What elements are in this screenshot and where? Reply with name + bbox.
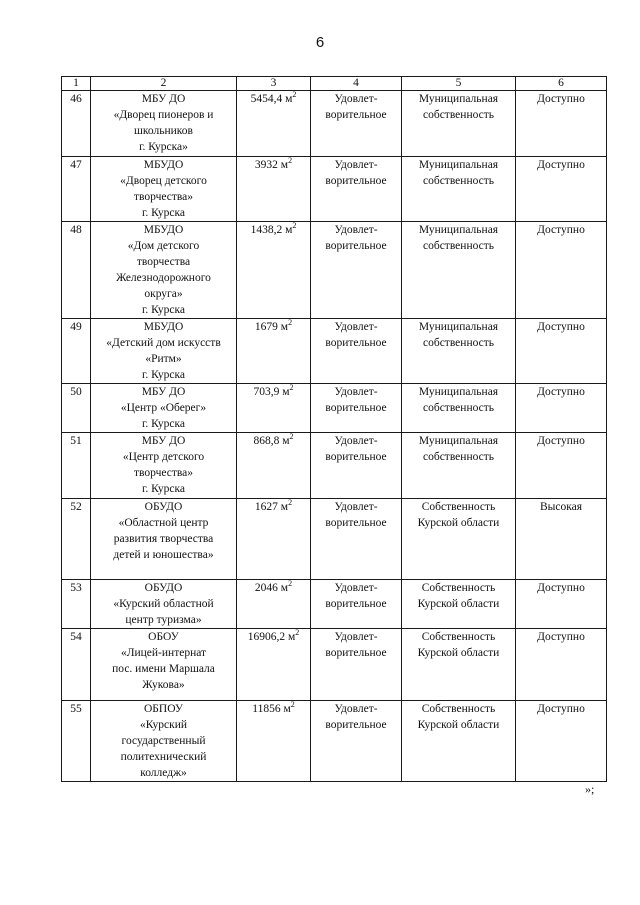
condition-cell bbox=[311, 499, 402, 580]
condition-cell bbox=[311, 580, 402, 629]
ownership-line: Собственность bbox=[421, 703, 496, 715]
square-superscript: 2 bbox=[292, 90, 297, 100]
ownership-line: Собственность bbox=[421, 582, 496, 594]
institution-name-cell bbox=[91, 580, 237, 629]
facilities-table bbox=[61, 76, 607, 782]
accessibility-cell: Высокая bbox=[516, 499, 607, 580]
area-value: 703,9 м bbox=[253, 386, 290, 398]
condition-line: ворительное bbox=[325, 109, 387, 121]
area-cell bbox=[237, 319, 311, 384]
square-superscript: 2 bbox=[288, 318, 293, 328]
condition-line: ворительное bbox=[325, 402, 387, 414]
institution-name-line: МБУ ДО bbox=[141, 386, 186, 398]
table-row bbox=[62, 157, 607, 222]
table-row bbox=[62, 433, 607, 499]
ownership-cell bbox=[402, 384, 516, 433]
condition-line: ворительное bbox=[325, 175, 387, 187]
accessibility-cell: Доступно bbox=[516, 319, 607, 384]
table-row bbox=[62, 91, 607, 157]
ownership-line: Муниципальная bbox=[418, 224, 499, 236]
institution-name-cell bbox=[91, 384, 237, 433]
row-number-cell: 49 bbox=[62, 319, 91, 384]
institution-name-line: ОБУДО bbox=[144, 582, 183, 594]
institution-name-cell bbox=[91, 499, 237, 580]
accessibility-cell: Доступно bbox=[516, 384, 607, 433]
condition-cell bbox=[311, 433, 402, 499]
table-row bbox=[62, 222, 607, 319]
condition-line: Удовлет- bbox=[334, 321, 378, 333]
institution-name-line: г. Курска bbox=[141, 418, 186, 430]
table-row bbox=[62, 384, 607, 433]
institution-name-line: г. Курска bbox=[141, 304, 186, 316]
institution-name-line: «Ритм» bbox=[145, 353, 182, 365]
institution-name-line: «Дом детского bbox=[127, 240, 200, 252]
condition-line: ворительное bbox=[325, 719, 387, 731]
ownership-line: Курской области bbox=[417, 647, 500, 659]
column-header: 2 bbox=[91, 77, 237, 91]
accessibility-cell: Доступно bbox=[516, 222, 607, 319]
ownership-cell bbox=[402, 157, 516, 222]
row-number-cell: 51 bbox=[62, 433, 91, 499]
institution-name-line: политехнический bbox=[120, 751, 207, 763]
table-row bbox=[62, 319, 607, 384]
institution-name-line: «Курский bbox=[139, 719, 188, 731]
square-superscript: 2 bbox=[290, 700, 295, 710]
row-number-cell: 47 bbox=[62, 157, 91, 222]
ownership-cell bbox=[402, 222, 516, 319]
area-value: 11856 м bbox=[252, 703, 291, 715]
institution-name-line: творчества» bbox=[133, 467, 194, 479]
institution-name-line: ОБОУ bbox=[148, 631, 179, 643]
institution-name-line: развития творчества bbox=[113, 533, 214, 545]
column-header: 3 bbox=[237, 77, 311, 91]
institution-name-line: ОБПОУ bbox=[143, 703, 183, 715]
square-superscript: 2 bbox=[292, 221, 297, 231]
institution-name-line: «Дворец детского bbox=[120, 175, 207, 187]
table-row bbox=[62, 580, 607, 629]
institution-name-line: «Центр детского bbox=[122, 451, 205, 463]
condition-line: Удовлет- bbox=[334, 501, 378, 513]
ownership-line: Курской области bbox=[417, 719, 500, 731]
condition-line: ворительное bbox=[325, 240, 387, 252]
ownership-line: собственность bbox=[422, 240, 495, 252]
area-value: 16906,2 м bbox=[247, 631, 296, 643]
ownership-line: Муниципальная bbox=[418, 386, 499, 398]
condition-line: Удовлет- bbox=[334, 224, 378, 236]
area-value: 1627 м bbox=[254, 501, 289, 513]
ownership-line: Курской области bbox=[417, 598, 500, 610]
condition-line: ворительное bbox=[325, 598, 387, 610]
institution-name-cell bbox=[91, 701, 237, 782]
institution-name-cell bbox=[91, 91, 237, 157]
row-number-cell: 54 bbox=[62, 629, 91, 701]
institution-name-line: МБУДО bbox=[143, 224, 184, 236]
square-superscript: 2 bbox=[289, 432, 294, 442]
ownership-line: Муниципальная bbox=[418, 93, 499, 105]
ownership-cell bbox=[402, 701, 516, 782]
institution-name-cell bbox=[91, 629, 237, 701]
condition-cell bbox=[311, 384, 402, 433]
institution-name-line: Жукова» bbox=[142, 679, 185, 691]
accessibility-cell: Доступно bbox=[516, 629, 607, 701]
area-value: 5454,4 м bbox=[250, 93, 293, 105]
institution-name-line: округа» bbox=[144, 288, 183, 300]
row-number-cell: 46 bbox=[62, 91, 91, 157]
condition-cell bbox=[311, 701, 402, 782]
closing-quote-mark: »; bbox=[585, 782, 595, 796]
condition-line: Удовлет- bbox=[334, 703, 378, 715]
condition-line: ворительное bbox=[325, 337, 387, 349]
institution-name-line: МБУДО bbox=[143, 159, 184, 171]
ownership-line: Муниципальная bbox=[418, 159, 499, 171]
table-row bbox=[62, 701, 607, 782]
condition-cell bbox=[311, 629, 402, 701]
institution-name-cell bbox=[91, 319, 237, 384]
area-cell bbox=[237, 629, 311, 701]
area-value: 1438,2 м bbox=[250, 224, 293, 236]
ownership-line: собственность bbox=[422, 451, 495, 463]
institution-name-line: «Центр «Оберег» bbox=[120, 402, 207, 414]
page-number: 6 bbox=[315, 34, 325, 51]
column-header: 5 bbox=[402, 77, 516, 91]
ownership-line: Муниципальная bbox=[418, 321, 499, 333]
condition-line: Удовлет- bbox=[334, 435, 378, 447]
area-value: 1679 м bbox=[254, 321, 289, 333]
institution-name-line: детей и юношества» bbox=[113, 549, 214, 561]
condition-line: ворительное bbox=[325, 517, 387, 529]
institution-name-line: центр туризма» bbox=[125, 614, 202, 626]
ownership-line: собственность bbox=[422, 402, 495, 414]
institution-name-line: г. Курска bbox=[141, 369, 186, 381]
row-number-cell: 55 bbox=[62, 701, 91, 782]
ownership-line: собственность bbox=[422, 175, 495, 187]
table-row bbox=[62, 629, 607, 701]
institution-name-line: г. Курска» bbox=[139, 141, 188, 153]
ownership-line: собственность bbox=[422, 109, 495, 121]
ownership-cell bbox=[402, 580, 516, 629]
accessibility-cell: Доступно bbox=[516, 91, 607, 157]
institution-name-line: г. Курска bbox=[141, 483, 186, 495]
ownership-line: Курской области bbox=[417, 517, 500, 529]
ownership-cell bbox=[402, 499, 516, 580]
institution-name-line: МБУ ДО bbox=[141, 435, 186, 447]
condition-cell bbox=[311, 222, 402, 319]
condition-line: Удовлет- bbox=[334, 93, 378, 105]
area-cell bbox=[237, 580, 311, 629]
ownership-cell bbox=[402, 91, 516, 157]
institution-name-cell bbox=[91, 157, 237, 222]
condition-line: Удовлет- bbox=[334, 159, 378, 171]
square-superscript: 2 bbox=[288, 498, 293, 508]
area-cell bbox=[237, 433, 311, 499]
condition-line: ворительное bbox=[325, 451, 387, 463]
square-superscript: 2 bbox=[288, 579, 293, 589]
square-superscript: 2 bbox=[289, 383, 294, 393]
institution-name-line: творчества» bbox=[133, 191, 194, 203]
institution-name-line: «Дворец пионеров и bbox=[113, 109, 214, 121]
institution-name-line: государственный bbox=[121, 735, 206, 747]
institution-name-line: МБУ ДО bbox=[141, 93, 186, 105]
area-cell bbox=[237, 222, 311, 319]
area-cell bbox=[237, 701, 311, 782]
area-value: 2046 м bbox=[254, 582, 289, 594]
ownership-cell bbox=[402, 433, 516, 499]
row-number-cell: 48 bbox=[62, 222, 91, 319]
institution-name-line: школьников bbox=[134, 125, 193, 137]
institution-name-line: г. Курска bbox=[141, 207, 186, 219]
table-row bbox=[62, 499, 607, 580]
institution-name-line: МБУДО bbox=[143, 321, 184, 333]
condition-cell bbox=[311, 91, 402, 157]
institution-name-line: колледж» bbox=[140, 767, 187, 779]
column-header: 4 bbox=[311, 77, 402, 91]
ownership-cell bbox=[402, 629, 516, 701]
row-number-cell: 52 bbox=[62, 499, 91, 580]
table-header-row bbox=[62, 77, 607, 91]
institution-name-line: Железнодорожного bbox=[116, 272, 211, 284]
ownership-line: собственность bbox=[422, 337, 495, 349]
accessibility-cell: Доступно bbox=[516, 157, 607, 222]
accessibility-cell: Доступно bbox=[516, 433, 607, 499]
institution-name-cell bbox=[91, 433, 237, 499]
accessibility-cell: Доступно bbox=[516, 580, 607, 629]
square-superscript: 2 bbox=[295, 628, 300, 638]
institution-name-line: «Областной центр bbox=[118, 517, 209, 529]
condition-line: Удовлет- bbox=[334, 582, 378, 594]
condition-line: ворительное bbox=[325, 647, 387, 659]
ownership-line: Собственность bbox=[421, 631, 496, 643]
ownership-cell bbox=[402, 319, 516, 384]
area-value: 868,8 м bbox=[253, 435, 290, 447]
institution-name-line: творчества bbox=[136, 256, 191, 268]
ownership-line: Собственность bbox=[421, 501, 496, 513]
institution-name-line: «Лицей-интернат bbox=[120, 647, 207, 659]
area-cell bbox=[237, 499, 311, 580]
institution-name-cell bbox=[91, 222, 237, 319]
square-superscript: 2 bbox=[288, 156, 293, 166]
condition-cell bbox=[311, 319, 402, 384]
accessibility-cell: Доступно bbox=[516, 701, 607, 782]
table-body bbox=[62, 77, 607, 782]
condition-line: Удовлет- bbox=[334, 386, 378, 398]
area-value: 3932 м bbox=[254, 159, 289, 171]
row-number-cell: 50 bbox=[62, 384, 91, 433]
row-number-cell: 53 bbox=[62, 580, 91, 629]
institution-name-line: ОБУДО bbox=[144, 501, 183, 513]
column-header: 6 bbox=[516, 77, 607, 91]
institution-name-line: пос. имени Маршала bbox=[112, 663, 215, 675]
area-cell bbox=[237, 91, 311, 157]
area-cell bbox=[237, 384, 311, 433]
condition-cell bbox=[311, 157, 402, 222]
condition-line: Удовлет- bbox=[334, 631, 378, 643]
area-cell bbox=[237, 157, 311, 222]
institution-name-line: «Детский дом искусств bbox=[106, 337, 221, 349]
column-header: 1 bbox=[62, 77, 91, 91]
institution-name-line: «Курский областной bbox=[113, 598, 214, 610]
ownership-line: Муниципальная bbox=[418, 435, 499, 447]
